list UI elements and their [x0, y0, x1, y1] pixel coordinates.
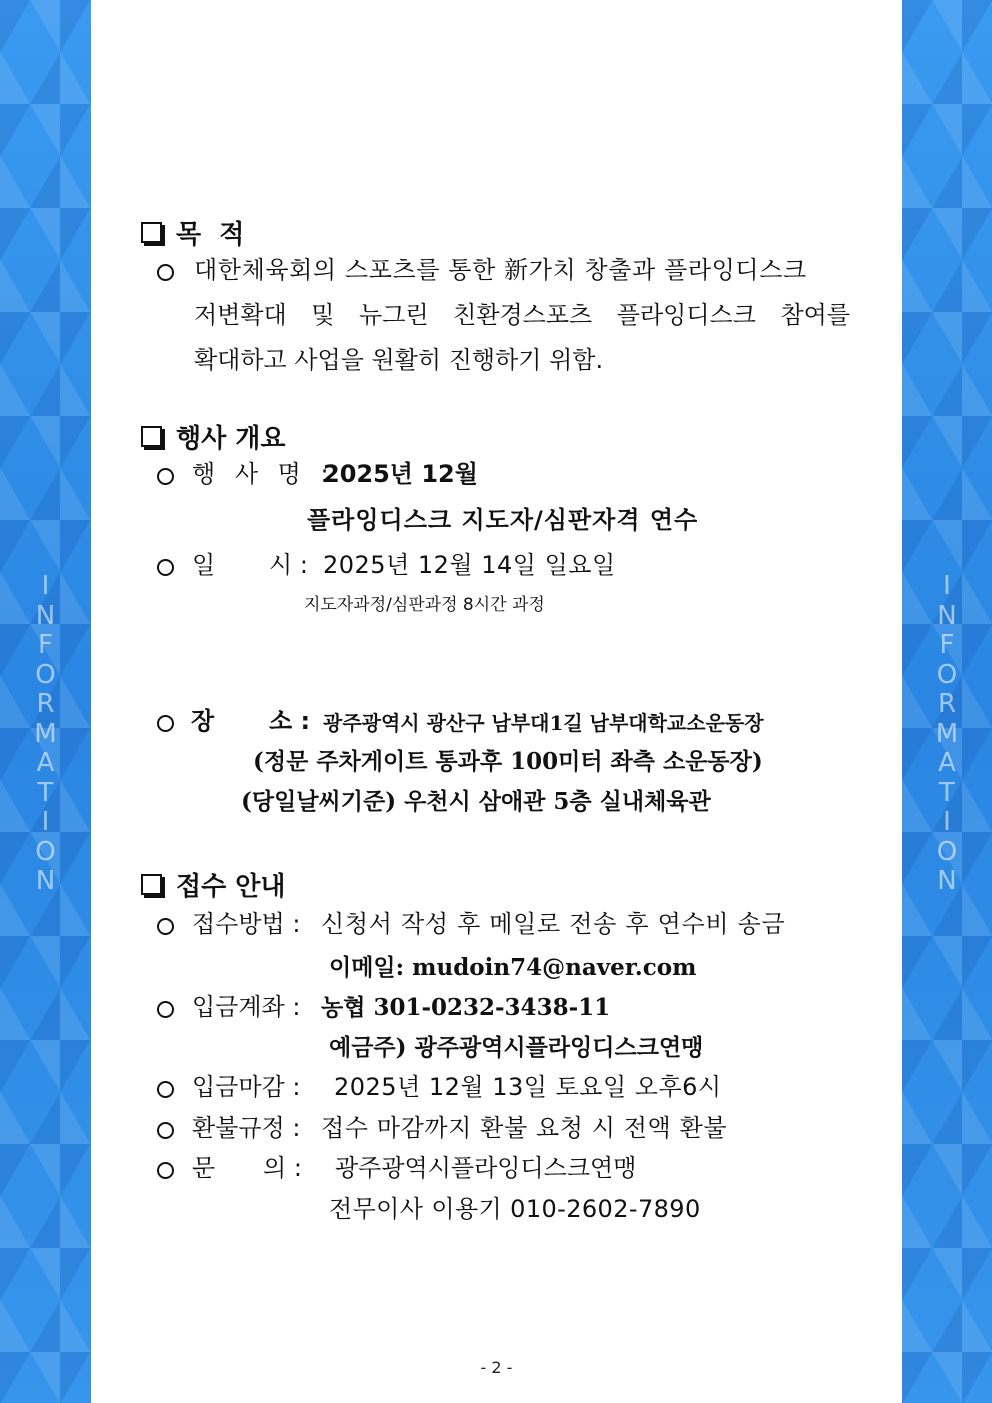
side-label-letter: N	[35, 600, 56, 631]
contact-label-2: 의 :	[263, 1154, 302, 1182]
bullet-circle-icon	[157, 1122, 174, 1139]
deadline-value: 2025년 12월 13일 토요일 오후6시	[334, 1073, 722, 1101]
purpose-text-1: 대한체육회의 스포츠를 통한 新가치 창출과 플라잉디스크	[194, 256, 807, 284]
side-label-letter: F	[939, 630, 955, 660]
account-holder: 예금주) 광주광역시플라잉디스크연맹	[329, 1034, 704, 1061]
bullet-circle-icon	[157, 264, 174, 281]
account-value: 농협 301-0232-3438-11	[321, 994, 611, 1021]
date-label-2: 시 :	[269, 551, 308, 579]
refund-value: 접수 마감까지 환불 요청 시 전액 환불	[321, 1114, 728, 1142]
section-purpose-heading	[141, 214, 244, 251]
side-label-letter: O	[35, 659, 56, 690]
side-label-letter: R	[36, 689, 55, 719]
side-label-letter: O	[35, 836, 56, 867]
deadline-label: 입금마감 :	[192, 1073, 301, 1101]
checkbox-square-icon	[141, 426, 162, 447]
side-label-letter: R	[937, 689, 957, 719]
account-label: 입금계좌 :	[192, 993, 301, 1021]
refund-label: 환불규정 :	[192, 1114, 301, 1142]
event-name-value-1: 2025년 12월	[323, 460, 478, 488]
contact-label-1: 문	[192, 1154, 216, 1182]
event-name-label: 행 사 명 :	[192, 460, 335, 488]
right-band-label	[902, 572, 992, 897]
side-label-letter: I	[41, 571, 50, 601]
side-label-letter: T	[37, 777, 54, 808]
bullet-circle-icon	[157, 715, 174, 732]
bullet-circle-icon	[157, 1081, 174, 1098]
side-label-letter: A	[36, 748, 55, 778]
section-purpose-title: 목 적	[176, 220, 245, 250]
side-label-letter: O	[936, 659, 958, 690]
date-value: 2025년 12월 14일 일요일	[323, 551, 616, 579]
page-number: - 2 -	[480, 1358, 513, 1377]
document-page	[91, 0, 902, 1403]
side-label-letter: N	[35, 866, 56, 896]
place-value: 광주광역시 광산구 남부대1길 남부대학교소운동장	[323, 711, 764, 735]
place-note-1: (정문 주차게이트 통과후 100미터 좌측 소운동장)	[253, 748, 763, 775]
left-band-label	[0, 572, 91, 897]
bullet-circle-icon	[157, 559, 174, 576]
bullet-circle-icon	[157, 1162, 174, 1179]
email-line: 이메일: mudoin74@naver.com	[329, 954, 697, 981]
bullet-circle-icon	[157, 468, 174, 485]
side-label-letter: M	[935, 718, 959, 749]
side-label-letter: N	[937, 600, 957, 631]
place-label-1: 장	[191, 707, 215, 735]
right-decorative-band	[902, 0, 992, 1403]
method-value: 신청서 작성 후 메일로 전송 후 연수비 송금	[321, 910, 786, 938]
side-label-letter: F	[38, 630, 53, 660]
contact-value-1: 광주광역시플라잉디스크연맹	[335, 1154, 637, 1182]
side-label-letter: M	[34, 718, 57, 749]
side-label-letter: A	[938, 748, 956, 778]
purpose-line-3: 확대하고 사업을 원활히 진행하기 위함.	[194, 346, 604, 374]
purpose-line-2: 저변확대 및 뉴그린 친환경스포츠 플라잉디스크 참여를	[194, 301, 850, 329]
section-registration-title: 접수 안내	[176, 872, 286, 902]
method-label: 접수방법 :	[192, 910, 301, 938]
purpose-line-1	[194, 255, 850, 285]
side-label-letter: I	[41, 807, 50, 837]
side-label-letter: O	[936, 836, 958, 867]
event-name-value-2: 플라잉디스크 지도자/심판자격 연수	[307, 506, 699, 534]
date-label-1: 일	[192, 551, 216, 579]
contact-value-2: 전무이사 이용기 010-2602-7890	[329, 1195, 701, 1223]
section-overview-title: 행사 개요	[176, 424, 286, 454]
side-label-letter: T	[939, 777, 955, 808]
side-label-letter: N	[937, 866, 957, 896]
date-note: 지도자과정/심판과정 8시간 과정	[304, 595, 545, 615]
bullet-circle-icon	[157, 918, 174, 935]
side-label-letter: I	[943, 807, 951, 837]
checkbox-square-icon	[141, 874, 162, 895]
place-label-2: 소 :	[269, 707, 311, 735]
checkbox-square-icon	[141, 222, 162, 243]
section-overview-heading	[141, 418, 286, 455]
side-label-letter: I	[943, 571, 951, 601]
section-registration-heading	[141, 866, 286, 903]
bullet-circle-icon	[157, 1001, 174, 1018]
place-note-2: (당일날씨기준) 우천시 삼애관 5층 실내체육관	[241, 788, 711, 815]
left-decorative-band	[0, 0, 91, 1403]
